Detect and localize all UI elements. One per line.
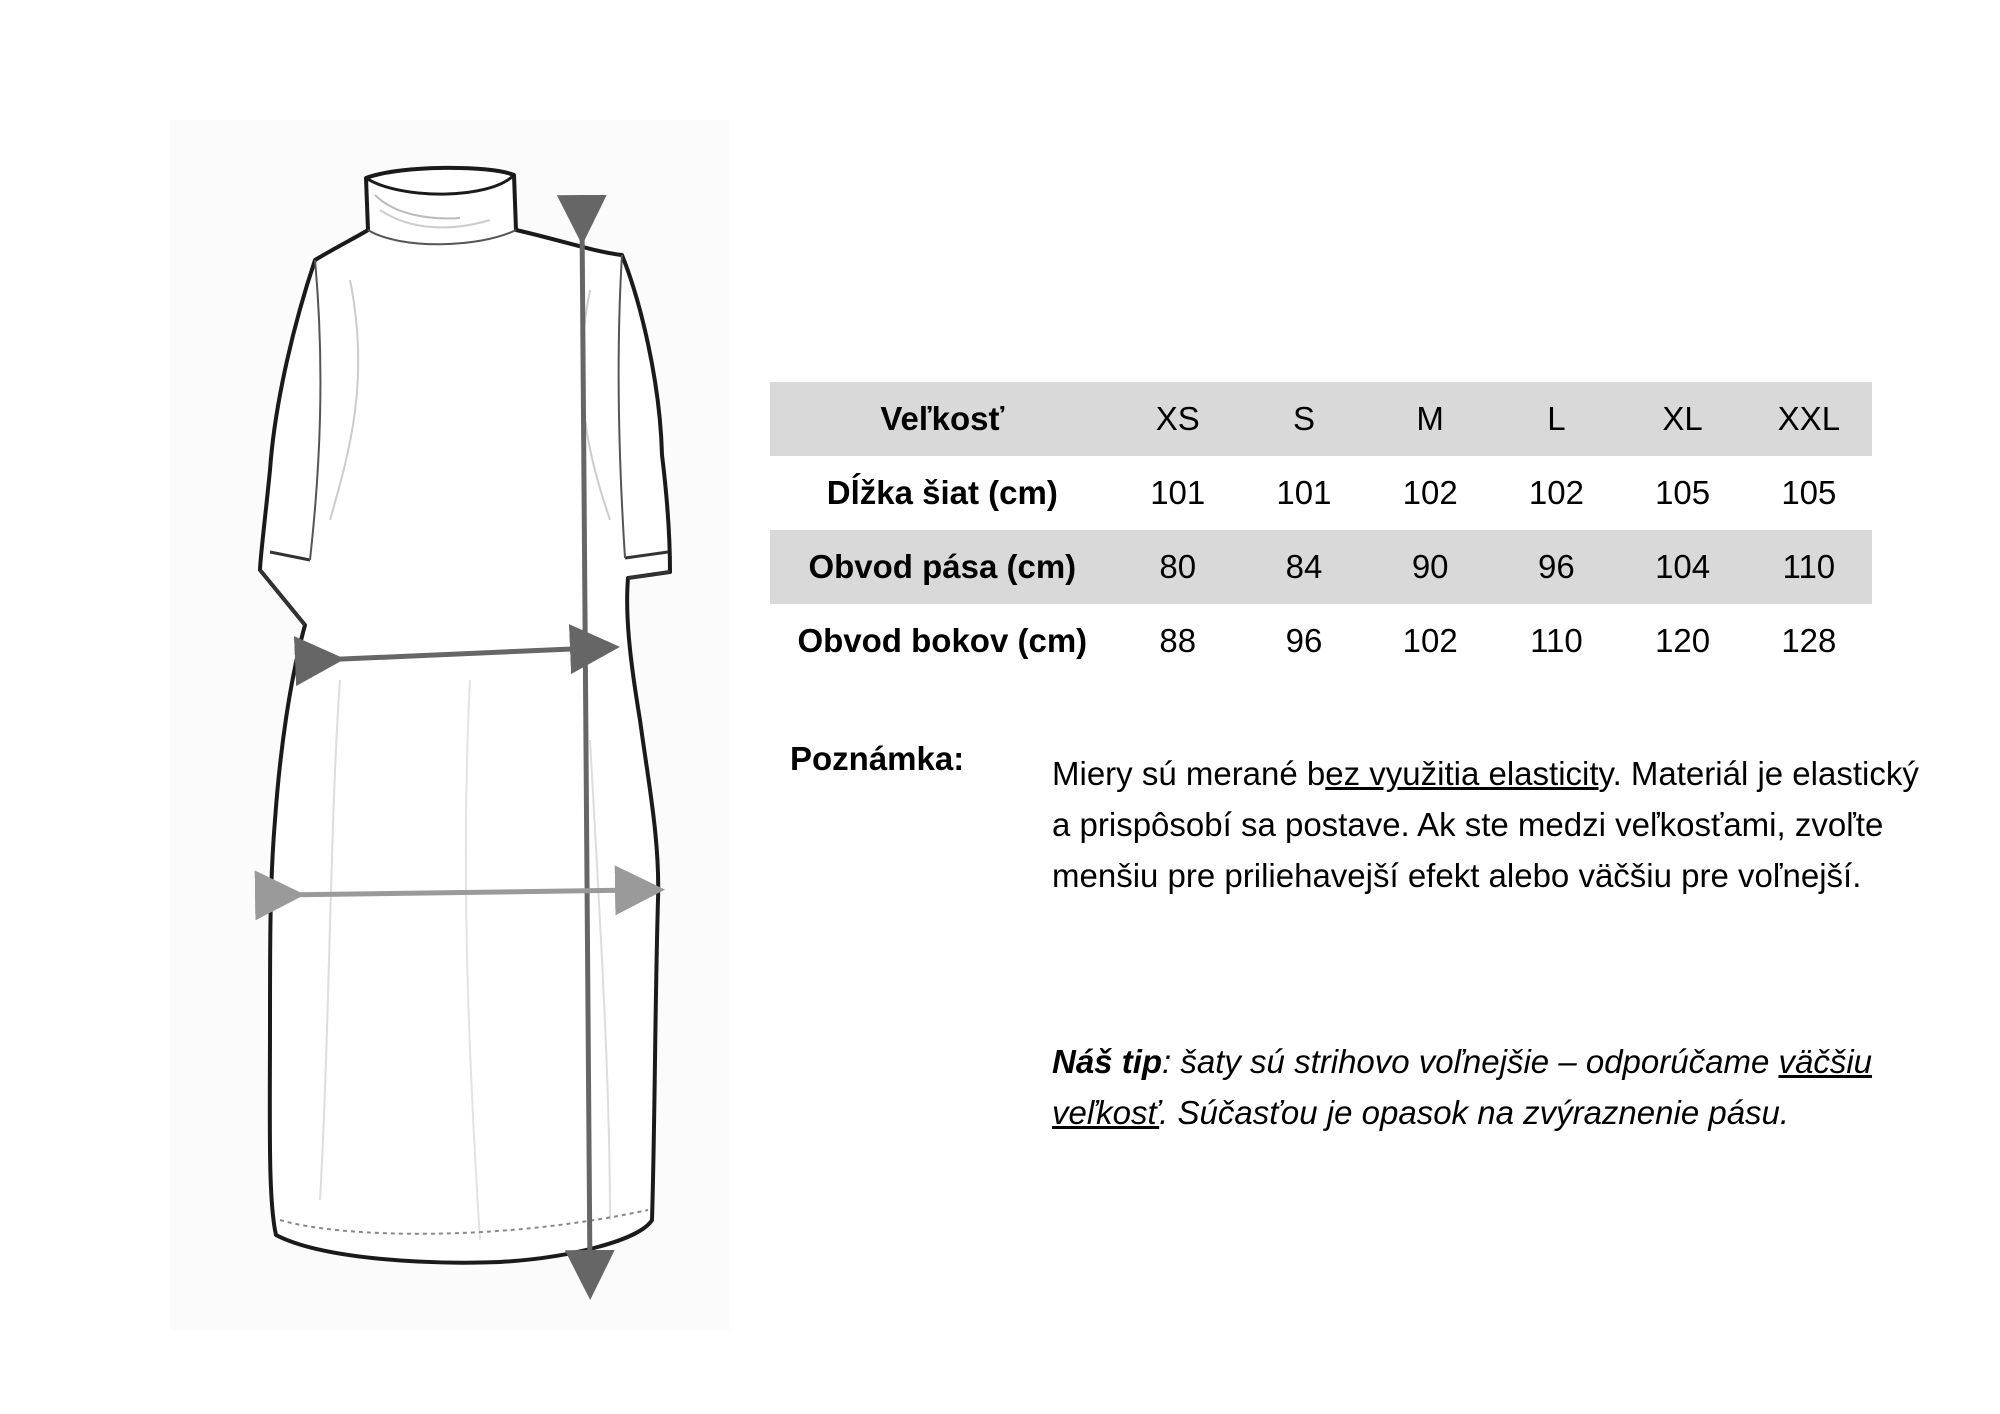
note-text-part: y. Materiál je elastický a prispôsobí sa postave. Ak ste medzi veľkosťami, zvoľte menšiu pre priliehavejší efekt alebo väčšiu pre voľnejší. xyxy=(1052,755,1919,894)
tip-label: Náš tip xyxy=(1052,1043,1163,1080)
tip-text-part: : šaty sú strihovo voľnejšie – odporúčame xyxy=(1162,1043,1779,1080)
table-cell: 102 xyxy=(1402,474,1458,511)
table-cell: 88 xyxy=(1159,622,1197,659)
table-cell: 96 xyxy=(1493,530,1619,604)
table-row xyxy=(770,530,1872,604)
table-header-row xyxy=(770,382,1872,456)
tip-text-underlined: väčšiu veľkosť xyxy=(1052,1043,1873,1131)
table-cell: 110 xyxy=(1746,530,1872,604)
note-text-part: Miery sú merané b xyxy=(1052,755,1326,792)
table-cell: 84 xyxy=(1241,530,1367,604)
table-cell: 90 xyxy=(1367,530,1493,604)
row-label: Dĺžka šiat (cm) xyxy=(826,474,1058,511)
size-xs: XS xyxy=(1115,382,1241,456)
table-cell: 102 xyxy=(1528,474,1584,511)
note-text xyxy=(1052,748,1922,901)
size-l: L xyxy=(1493,382,1619,456)
table-cell: 101 xyxy=(1276,474,1332,511)
tip-text xyxy=(1052,1036,1932,1138)
tip-text-part: . Súčasťou je opasok na zvýraznenie pásu. xyxy=(1159,1094,1790,1131)
header-label: Veľkosť xyxy=(770,382,1115,456)
size-table xyxy=(770,382,1872,678)
dress-illustration xyxy=(170,120,730,1330)
size-xxl: XXL xyxy=(1746,382,1872,456)
table-cell: 110 xyxy=(1530,622,1583,659)
table-cell: 96 xyxy=(1285,622,1323,659)
row-label: Obvod bokov (cm) xyxy=(797,622,1088,659)
row-label: Obvod pása (cm) xyxy=(770,530,1115,604)
table-cell: 102 xyxy=(1402,622,1458,659)
table-row xyxy=(770,604,1872,678)
table-cell: 101 xyxy=(1150,474,1206,511)
table-row xyxy=(770,456,1872,530)
note-text-underlined: ez využitia elasticit xyxy=(1325,755,1599,792)
table-cell: 105 xyxy=(1781,474,1837,511)
table-cell: 105 xyxy=(1655,474,1711,511)
size-xl: XL xyxy=(1620,382,1746,456)
table-cell: 80 xyxy=(1115,530,1241,604)
note-label: Poznámka: xyxy=(790,740,965,777)
table-cell: 128 xyxy=(1781,622,1837,659)
size-m: M xyxy=(1367,382,1493,456)
size-s: S xyxy=(1241,382,1367,456)
table-cell: 104 xyxy=(1620,530,1746,604)
table-cell: 120 xyxy=(1655,622,1711,659)
